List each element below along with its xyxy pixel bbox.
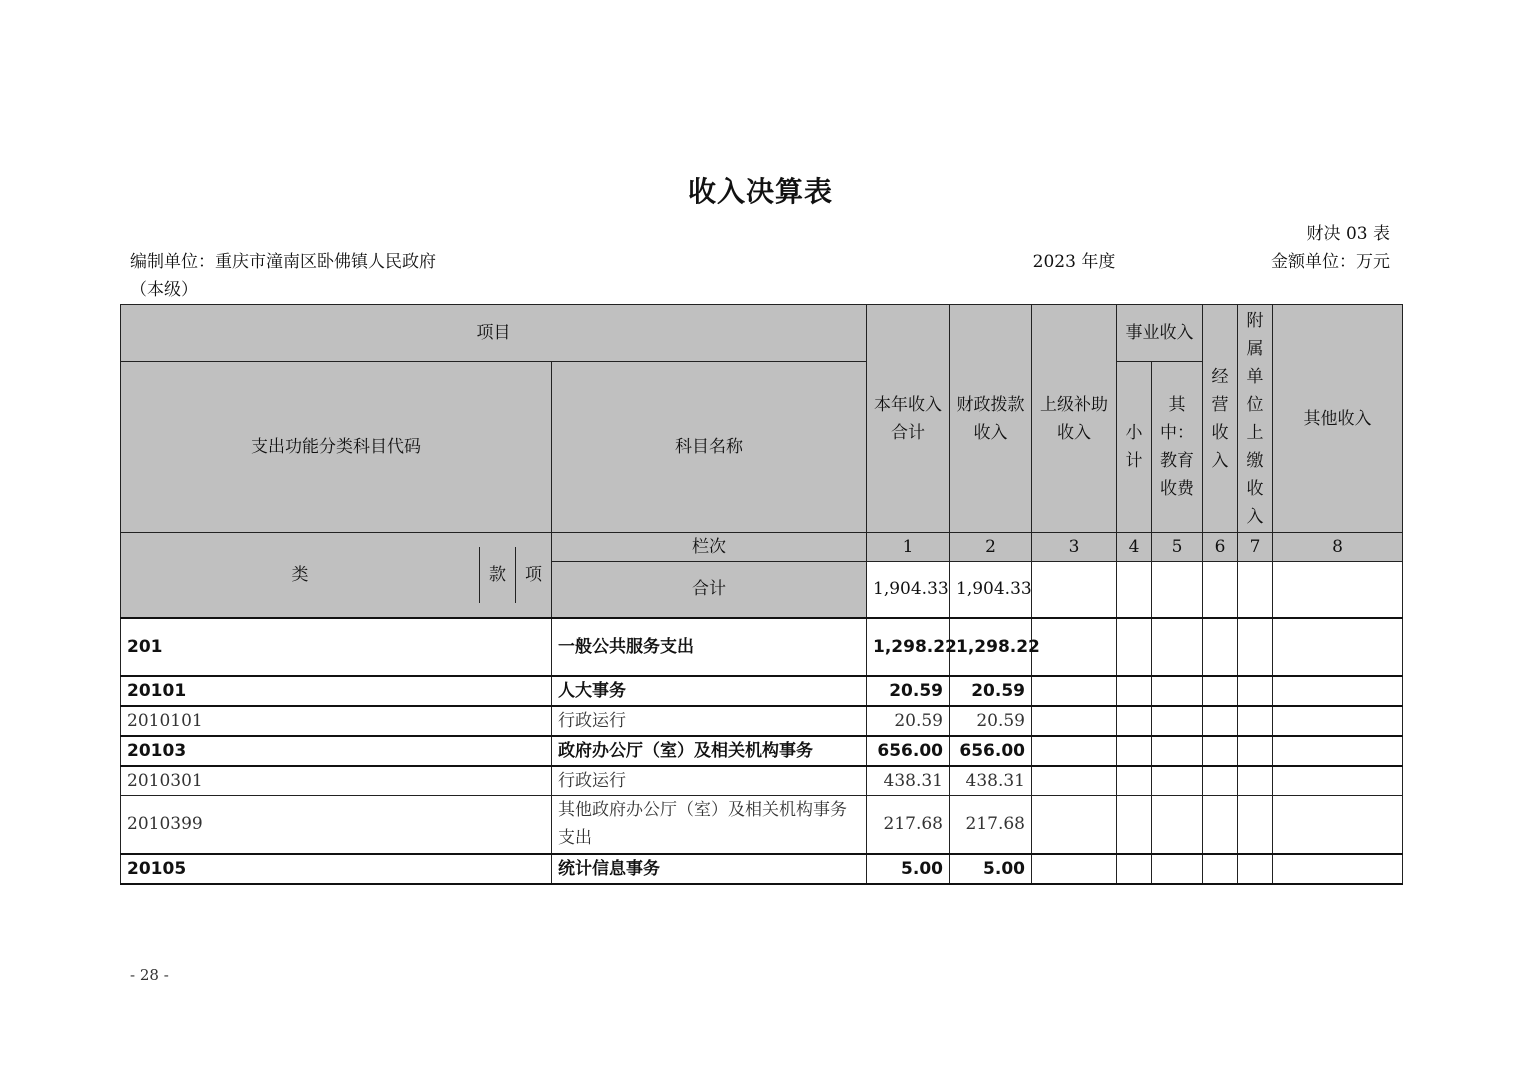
row-col1: 217.68 xyxy=(867,796,950,854)
row-code: 2010301 xyxy=(121,766,552,796)
row-name: 行政运行 xyxy=(552,706,867,736)
row-code: 2010399 xyxy=(121,796,552,854)
reporting-unit-level: （本级） xyxy=(130,280,198,300)
table-row xyxy=(121,618,1403,676)
col-no-5: 5 xyxy=(1152,533,1203,562)
row-code: 201 xyxy=(121,618,552,676)
header-kuan: 款 xyxy=(480,547,516,603)
row-code: 2010101 xyxy=(121,706,552,736)
row-code: 20105 xyxy=(121,854,552,884)
header-col3: 上级补助收入 xyxy=(1032,305,1117,533)
row-col2: 5.00 xyxy=(950,854,1032,884)
table-row xyxy=(121,706,1403,736)
table-row xyxy=(121,766,1403,796)
row-col2: 20.59 xyxy=(950,706,1032,736)
total-col2: 1,904.33 xyxy=(950,562,1032,618)
row-name: 一般公共服务支出 xyxy=(552,618,867,676)
page-number: - 28 - xyxy=(130,966,169,984)
row-name: 政府办公厅（室）及相关机构事务 xyxy=(552,736,867,766)
row-col2: 656.00 xyxy=(950,736,1032,766)
col-no-8: 8 xyxy=(1273,533,1403,562)
col-no-1: 1 xyxy=(867,533,950,562)
header-operating: 经营收入 xyxy=(1203,305,1238,533)
row-name: 其他政府办公厅（室）及相关机构事务支出 xyxy=(552,796,867,854)
col-no-7: 7 xyxy=(1238,533,1273,562)
row-col1: 656.00 xyxy=(867,736,950,766)
reporting-unit-name: 编制单位：重庆市潼南区卧佛镇人民政府 xyxy=(130,252,436,272)
row-col1: 20.59 xyxy=(867,676,950,706)
total-col3 xyxy=(1032,562,1117,618)
header-other: 其他收入 xyxy=(1273,305,1403,533)
table-row xyxy=(121,736,1403,766)
row-col1: 1,298.22 xyxy=(867,618,950,676)
income-final-accounts-table xyxy=(120,304,1403,885)
page-title: 收入决算表 xyxy=(687,175,833,208)
total-col7 xyxy=(1238,562,1273,618)
total-col4 xyxy=(1117,562,1152,618)
row-name: 统计信息事务 xyxy=(552,854,867,884)
fiscal-year: 2023 年度 xyxy=(1032,252,1116,272)
row-code: 20103 xyxy=(121,736,552,766)
header-lei: 类 xyxy=(121,547,480,603)
header-column-no: 栏次 xyxy=(552,533,867,562)
col-no-6: 6 xyxy=(1203,533,1238,562)
amount-unit: 金额单位：万元 xyxy=(1271,252,1390,272)
total-col8 xyxy=(1273,562,1403,618)
row-code: 20101 xyxy=(121,676,552,706)
total-col5 xyxy=(1152,562,1203,618)
header-name: 科目名称 xyxy=(552,362,867,533)
row-name: 行政运行 xyxy=(552,766,867,796)
header-col1: 本年收入合计 xyxy=(867,305,950,533)
header-subtotal: 小计 xyxy=(1117,362,1152,533)
total-col1: 1,904.33 xyxy=(867,562,950,618)
header-row-1 xyxy=(121,305,1403,362)
reporting-unit xyxy=(130,248,436,304)
header-edu-fee: 其中：教育收费 xyxy=(1152,362,1203,533)
row-col2: 438.31 xyxy=(950,766,1032,796)
col-no-2: 2 xyxy=(950,533,1032,562)
header-code: 支出功能分类科目代码 xyxy=(121,362,552,533)
row-col2: 217.68 xyxy=(950,796,1032,854)
row-col2: 1,298.22 xyxy=(950,618,1032,676)
row-col1: 5.00 xyxy=(867,854,950,884)
row-col2: 20.59 xyxy=(950,676,1032,706)
row-col1: 20.59 xyxy=(867,706,950,736)
header-lei-cell xyxy=(121,533,552,618)
column-number-row xyxy=(121,533,1403,562)
col-no-3: 3 xyxy=(1032,533,1117,562)
header-xiang: 项 xyxy=(525,564,542,585)
total-col6 xyxy=(1203,562,1238,618)
row-col1: 438.31 xyxy=(867,766,950,796)
table-row xyxy=(121,854,1403,884)
total-label: 合计 xyxy=(552,562,867,618)
table-row xyxy=(121,796,1403,854)
header-col2: 财政拨款收入 xyxy=(950,305,1032,533)
table-row xyxy=(121,676,1403,706)
col-no-4: 4 xyxy=(1117,533,1152,562)
form-code: 财决 03 表 xyxy=(1306,224,1390,244)
row-name: 人大事务 xyxy=(552,676,867,706)
header-affiliated: 附属单位上缴收入 xyxy=(1238,305,1273,533)
header-item: 项目 xyxy=(121,305,867,362)
header-business: 事业收入 xyxy=(1117,305,1203,362)
